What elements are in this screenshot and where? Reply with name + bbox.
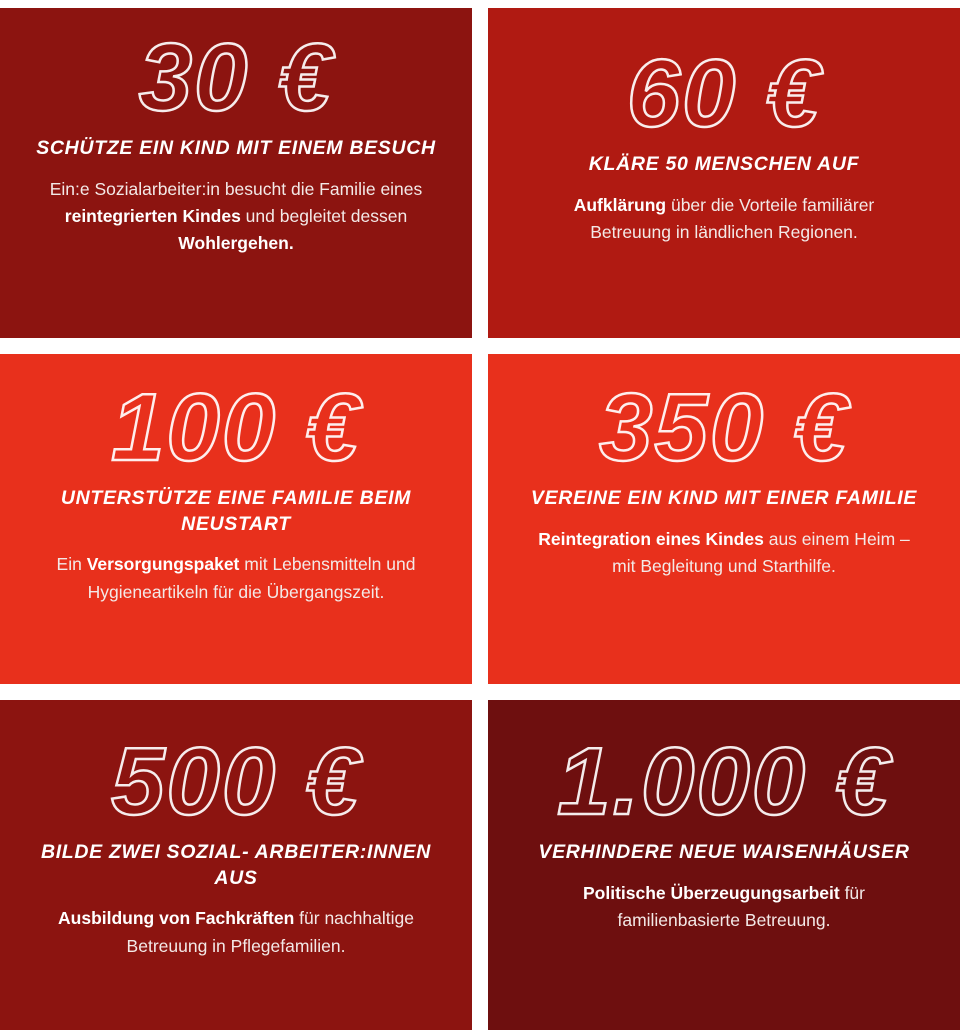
- donation-amount: 60 €: [626, 40, 822, 147]
- donation-amount: 100 €: [111, 374, 361, 481]
- donation-headline: VEREINE EIN KIND MIT EINER FAMILIE: [530, 487, 918, 509]
- donation-card-30-euro[interactable]: [0, 8, 472, 338]
- donation-amount: 500 €: [111, 728, 361, 835]
- donation-amount: 1.000 €: [557, 728, 891, 835]
- donation-description: Reintegration eines Kindes aus einem Heim – mit Begleitung und Starthilfe.: [538, 528, 910, 576]
- donation-headline: KLÄRE 50 MENSCHEN AUF: [588, 153, 860, 175]
- donation-card-500-euro[interactable]: [0, 700, 472, 1030]
- donation-description: Ausbildung von Fachkräften für nachhaltige Betreuung in Pflegefamilien.: [58, 908, 414, 956]
- donation-description: Ein Versorgungspaket mit Lebensmitteln und Hygieneartikeln für die Übergangszeit.: [56, 554, 416, 602]
- donation-headline: VERHINDERE NEUE WAISENHÄUSER: [538, 841, 910, 863]
- donation-card-350-euro[interactable]: [488, 354, 960, 684]
- donation-card-60-euro[interactable]: [488, 8, 960, 338]
- donation-description: Politische Überzeugungsarbeit für familienbasierte Betreuung.: [582, 882, 865, 930]
- donation-card-100-euro[interactable]: [0, 354, 472, 684]
- donation-headline: BILDE ZWEI SOZIAL- ARBEITER:INNEN AUS: [40, 841, 432, 889]
- donation-headline: UNTERSTÜTZE EINE FAMILIE BEIM NEUSTART: [60, 487, 412, 535]
- donation-description: Ein:e Sozialarbeiter:in besucht die Familie eines reintegrierten Kindes und begleitet dessen Wohlergehen.: [49, 178, 423, 253]
- donation-amount: 30 €: [138, 24, 334, 131]
- donation-amount: 350 €: [599, 374, 849, 481]
- donation-headline: SCHÜTZE EIN KIND MIT EINEM BESUCH: [36, 137, 436, 159]
- donation-card-1000-euro[interactable]: [488, 700, 960, 1030]
- donation-description: Aufklärung über die Vorteile familiärer Betreuung in ländlichen Regionen.: [573, 194, 875, 242]
